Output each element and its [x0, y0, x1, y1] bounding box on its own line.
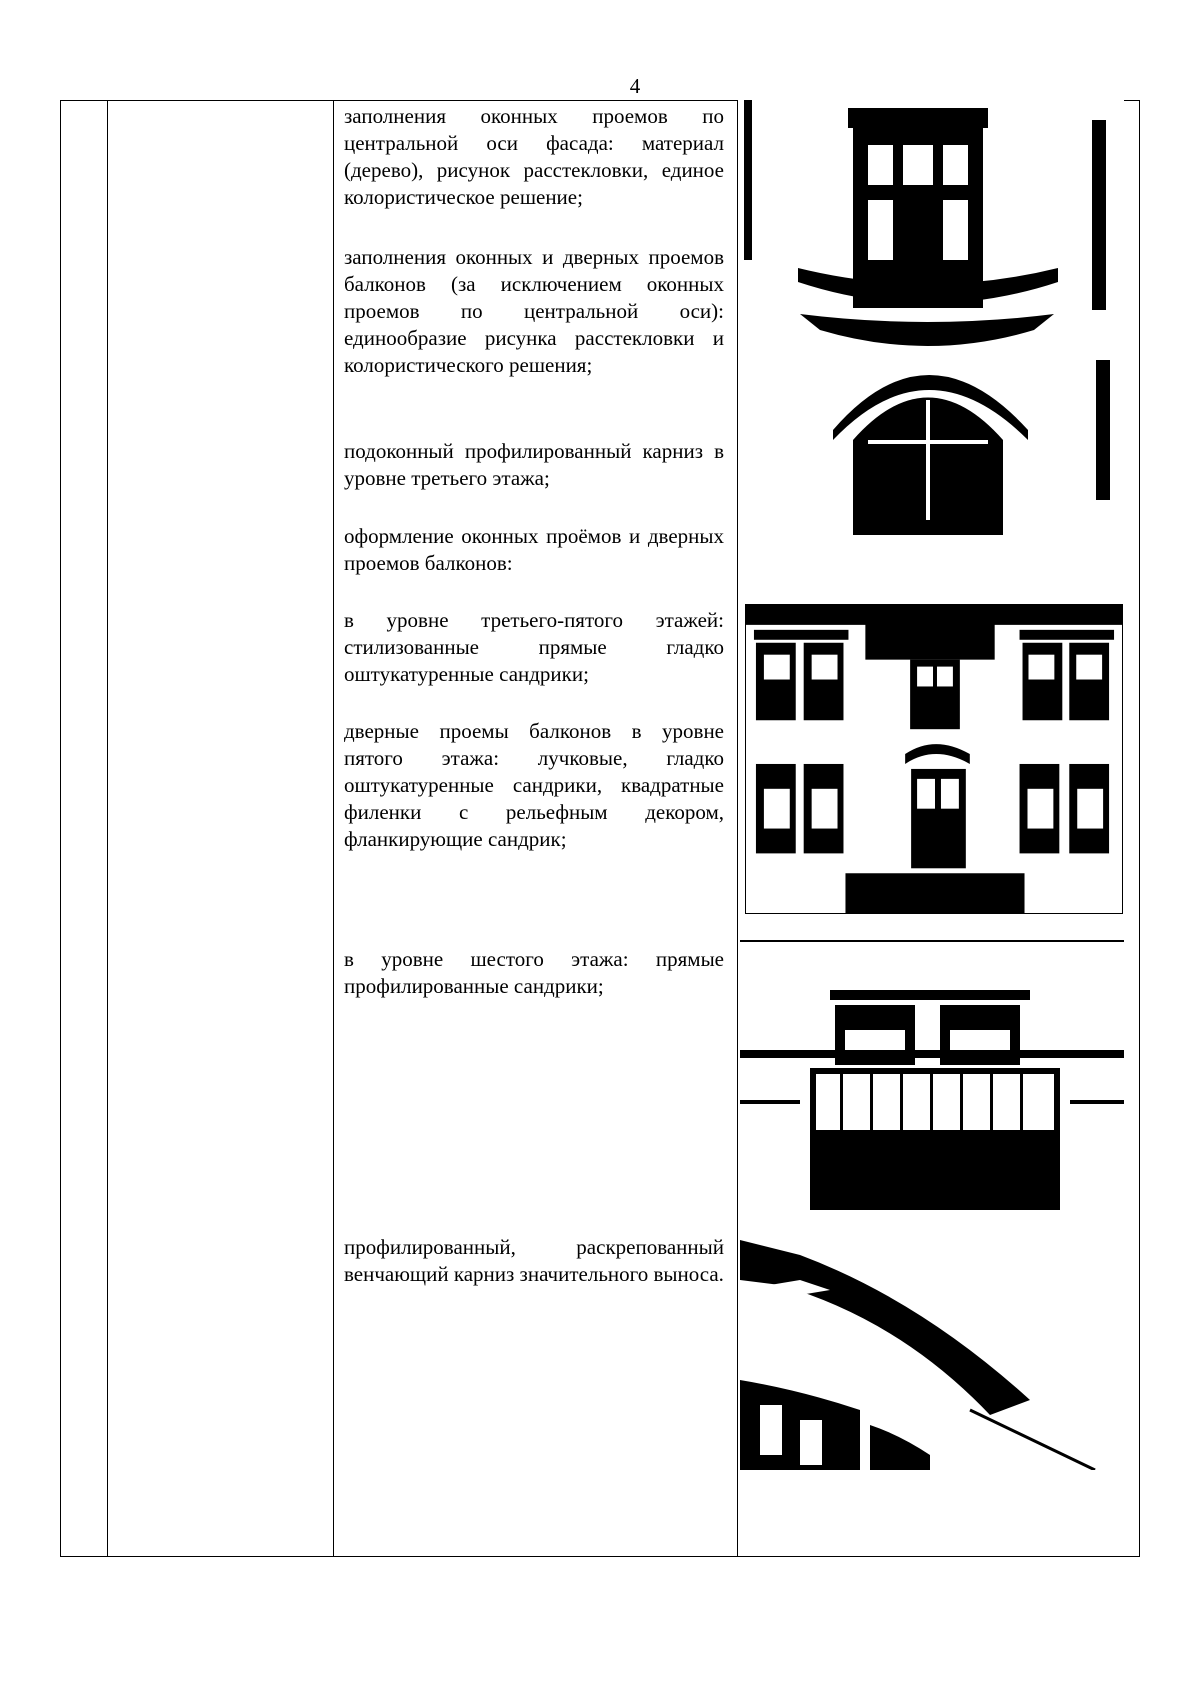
text-balcony-doors — [344, 244, 724, 379]
text-sill-cornice — [344, 438, 724, 492]
text-paragraph: в уровне третьего-пятого этажей: стилизованные прямые гладко оштукатуренные сандрики; — [344, 608, 724, 686]
text-paragraph: заполнения оконных и дверных проемов балконов (за исключением оконных проемов по центральной оси): единообразие рисунка расстекловки и колористического решения; — [344, 245, 724, 377]
text-central-axis-windows — [344, 103, 724, 211]
balcony-photo — [740, 940, 1124, 1210]
text-paragraph: подоконный профилированный карниз в уровне третьего этажа; — [344, 439, 724, 490]
text-openings-decor — [344, 523, 724, 577]
text-floor-5-balcony — [344, 718, 724, 853]
text-paragraph: заполнения оконных проемов по центральной оси фасада: материал (дерево), рисунок расстекловки, единое колористическое решение; — [344, 104, 724, 209]
text-floors-3-5 — [344, 607, 724, 688]
table-column-divider — [107, 101, 108, 1556]
text-crowning-cornice — [344, 1234, 724, 1288]
facade-windows-photo — [745, 604, 1123, 914]
text-paragraph: профилированный, раскрепованный венчающий карниз значительного выноса. — [344, 1235, 724, 1286]
text-floor-6 — [344, 946, 724, 1000]
facade-arched-window-photo — [738, 100, 1124, 535]
page-number: 4 — [629, 74, 641, 98]
cornice-photo — [740, 1240, 1100, 1470]
text-paragraph: дверные проемы балконов в уровне пятого этажа: лучковые, гладко оштукатуренные сандрики, квадратные филенки с рельефным декором, фланкирующие сандрик; — [344, 719, 724, 851]
text-paragraph: оформление оконных проёмов и дверных проемов балконов: — [344, 524, 724, 575]
table-column-divider — [333, 101, 334, 1556]
text-paragraph: в уровне шестого этажа: прямые профилированные сандрики; — [344, 947, 724, 998]
